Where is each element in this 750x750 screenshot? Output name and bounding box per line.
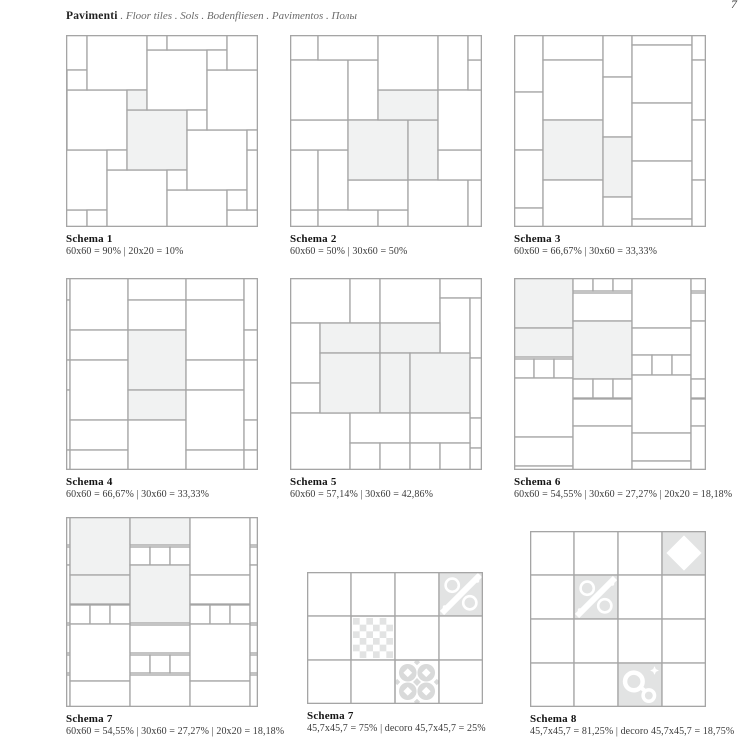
schema-diagram-5	[290, 278, 482, 470]
schema-title: Schema 7	[307, 710, 354, 722]
schema-label-4	[66, 476, 209, 500]
schema-label-1	[66, 233, 183, 257]
schema-formula: 60x60 = 57,14% | 30x60 = 42,86%	[290, 488, 434, 500]
schema-label-6	[514, 476, 732, 500]
schema-title: Schema 7	[66, 713, 113, 725]
schema-title: Schema 8	[530, 713, 577, 725]
schema-title: Schema 6	[514, 476, 561, 488]
schema-formula: 60x60 = 66,67% | 30x60 = 33,33%	[66, 488, 210, 500]
schema-diagram-1	[66, 35, 258, 227]
schema-diagram-6	[514, 278, 706, 470]
schema-label-5	[290, 476, 433, 500]
schema-formula: 60x60 = 54,55% | 30x60 = 27,27% | 20x20 = 18,18%	[514, 488, 733, 500]
schema-title: Schema 2	[290, 233, 337, 245]
schema-label-9	[530, 713, 734, 737]
schema-title: Schema 5	[290, 476, 337, 488]
schema-label-3	[514, 233, 657, 257]
page-subtitle: . Floor tiles . Sols . Bodenfliesen . Pavimentos . Полы	[117, 10, 357, 22]
schema-diagram-2	[290, 35, 482, 227]
schema-diagram-3	[514, 35, 706, 227]
schema-formula: 60x60 = 50% | 30x60 = 50%	[290, 245, 408, 257]
schema-title: Schema 4	[66, 476, 113, 488]
schema-diagram-7	[66, 517, 258, 707]
schema-diagram-8	[307, 572, 483, 704]
schema-formula: 60x60 = 66,67% | 30x60 = 33,33%	[514, 245, 658, 257]
schema-formula: 45,7x45,7 = 75% | decoro 45,7x45,7 = 25%	[307, 722, 486, 734]
schema-formula: 60x60 = 90% | 20x20 = 10%	[66, 245, 184, 257]
schema-diagram-9	[530, 531, 706, 707]
page-number: 7	[731, 0, 737, 11]
schema-label-2	[290, 233, 407, 257]
schema-formula: 60x60 = 54,55% | 30x60 = 27,27% | 20x20 = 18,18%	[66, 725, 285, 737]
page-header	[66, 10, 357, 22]
schema-label-8	[307, 710, 486, 734]
schema-title: Schema 1	[66, 233, 113, 245]
page-title: Pavimenti	[66, 10, 118, 22]
schema-title: Schema 3	[514, 233, 561, 245]
schema-label-7	[66, 713, 284, 737]
schema-formula: 45,7x45,7 = 81,25% | decoro 45,7x45,7 = 18,75%	[530, 725, 735, 737]
schema-diagram-4	[66, 278, 258, 470]
